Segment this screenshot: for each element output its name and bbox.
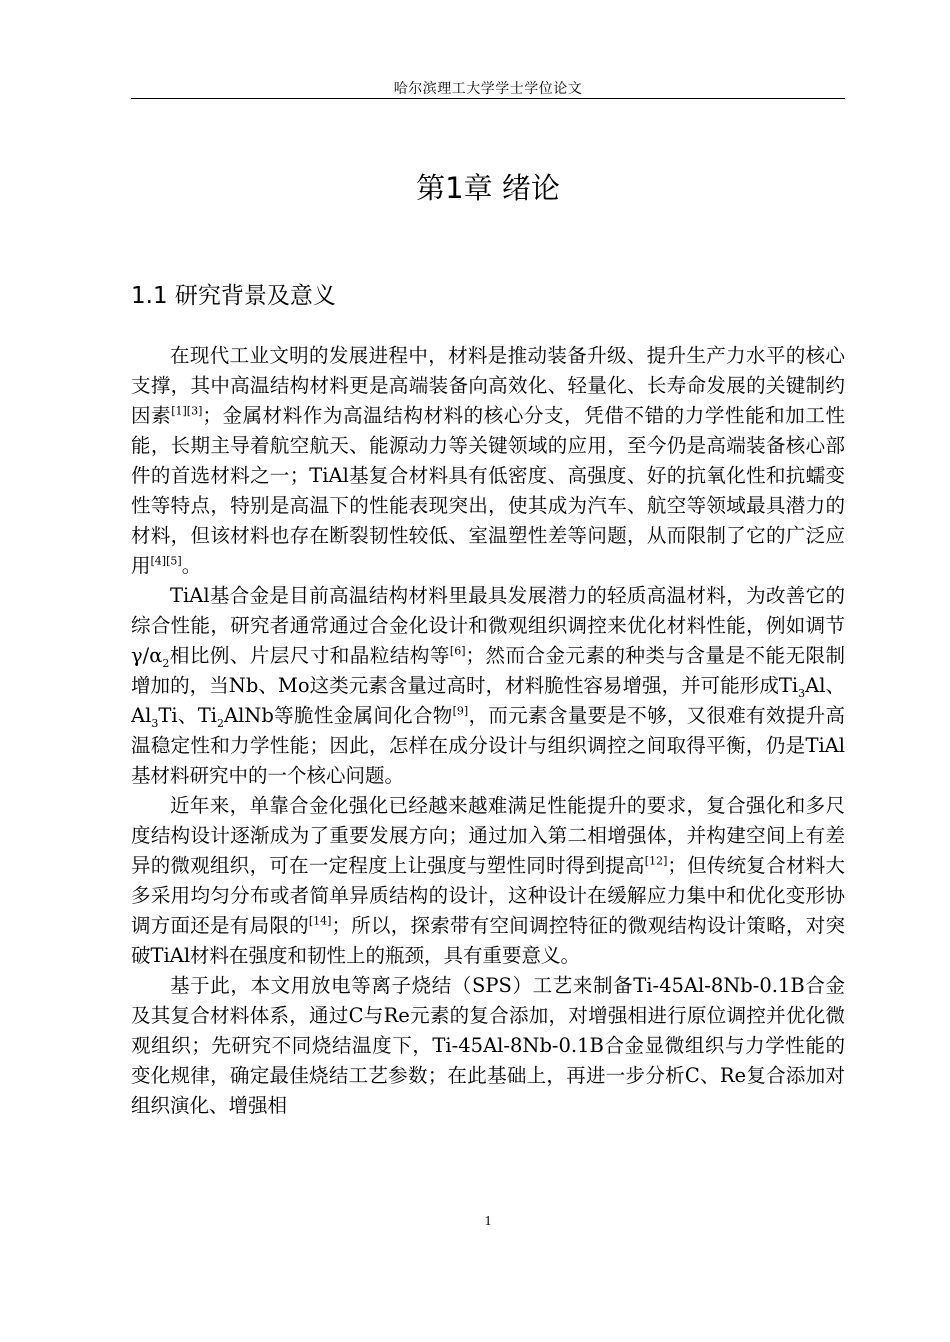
paragraph-1: 在现代工业文明的发展进程中，材料是推动装备升级、提升生产力水平的核心支撑，其中高温结构材料更是高端装备向高效化、轻量化、长寿命发展的关键制约因素[1][3]；金属材料作为高温结构材料的核心分支，凭借不错的力学性能和加工性能，长期主导着航空航天、能源动力等关键领域的应用，至今仍是高端装备核心部件的首选材料之一；TiAl基复合材料具有低密度、高强度、好的抗氧化性和抗蠕变性等特点，特别是高温下的性能表现突出，使其成为汽车、航空等领域最具潜力的材料，但该材料也存在断裂韧性较低、室温塑性差等问题，从而限制了它的广泛应用[4][5]。 <box>131 344 845 577</box>
running-header: 哈尔滨理工大学学士学位论文 <box>393 81 583 97</box>
paragraph-4: 基于此，本文用放电等离子烧结（SPS）工艺来制备Ti-45Al-8Nb-0.1B合金及其复合材料体系，通过C与Re元素的复合添加，对增强相进行原位调控并优化微观组织；先研究不同烧结温度下，Ti-45Al-8Nb-0.1B合金显微组织与力学性能的变化规律，确定最佳烧结工艺参数；在此基础上，再进一步分析C、Re复合添加对组织演化、增强相 <box>131 974 845 1117</box>
paragraph-2: TiAl基合金是目前高温结构材料里最具发展潜力的轻质高温材料，为改善它的综合性能，研究者通常通过合金化设计和微观组织调控来优化材料性能，例如调节$\gamma/\alpha_2$相比例、片层尺寸和晶粒结构等[6]；然而合金元素的种类与含量是不能无限制增加的，当Nb、Mo这类元素含量过高时，材料脆性容易增强，并可能形成$Ti_3Al$、$Al_3Ti$、$Ti_2AlNb$等脆性金属间化合物[9]，而元素含量要是不够，又很难有效提升高温稳定性和力学性能；因此，怎样在成分设计与组织调控之间取得平衡，仍是TiAl基材料研究中的一个核心问题。 <box>131 584 845 787</box>
chapter-title: 第1章 绪论 <box>416 171 560 205</box>
body-text <box>131 341 845 1121</box>
paragraph-3: 近年来，单靠合金化强化已经越来越难满足性能提升的要求，复合强化和多尺度结构设计逐渐成为了重要发展方向；通过加入第二相增强体，并构建空间上有差异的微观组织，可在一定程度上让强度与塑性同时得到提高[12]；但传统复合材料大多采用均匀分布或者简单异质结构的设计，这种设计在缓解应力集中和优化变形协调方面还是有局限的[14]；所以，探索带有空间调控特征的微观结构设计策略，对突破TiAl材料在强度和韧性上的瓶颈，具有重要意义。 <box>131 794 845 967</box>
header-rule <box>131 98 845 99</box>
page-number: 1 <box>484 1214 492 1229</box>
section-title: 1.1 研究背景及意义 <box>131 283 336 309</box>
